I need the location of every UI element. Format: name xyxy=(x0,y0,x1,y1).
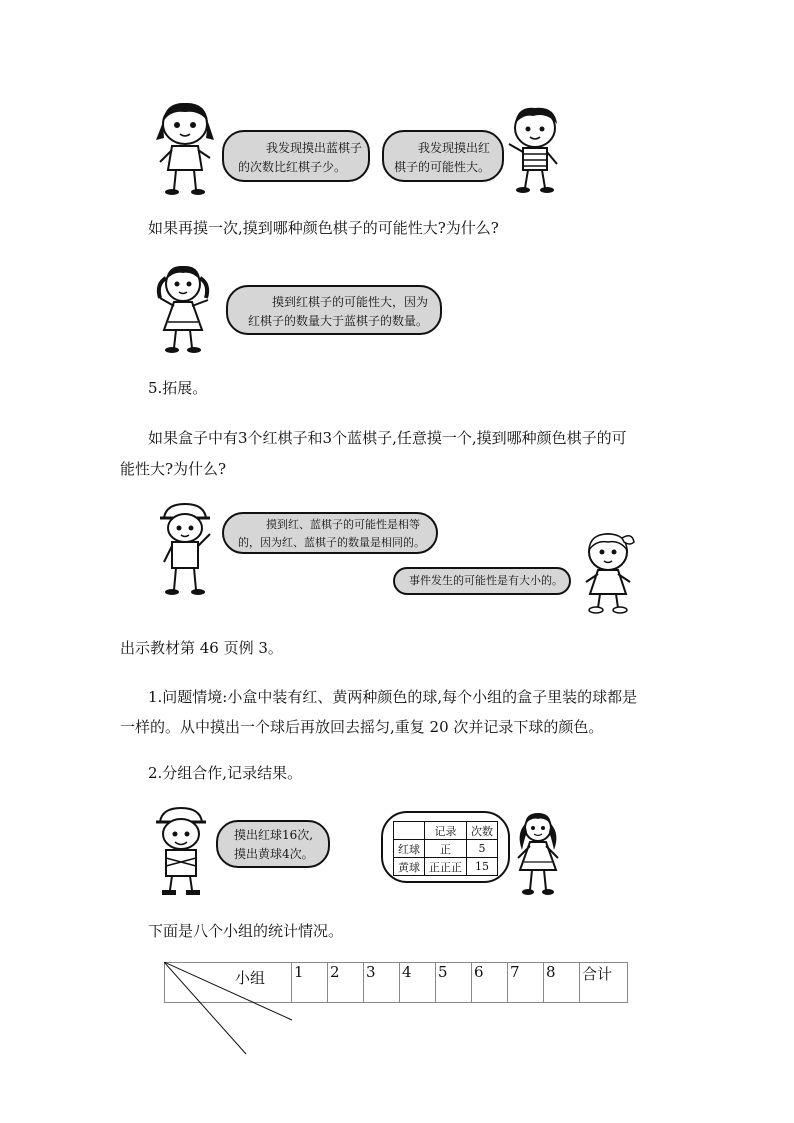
table-header-cell: 合计 xyxy=(580,963,628,1003)
table-header-cell: 1 xyxy=(292,963,328,1003)
table-cell: 5 xyxy=(467,840,498,858)
table-header-row xyxy=(394,822,498,840)
speech-bubble-top xyxy=(222,512,438,554)
bubble-line: 摸到红棋子的可能性大，因为 xyxy=(272,295,429,309)
table-cell: 红球 xyxy=(394,840,425,858)
girl-illustration-4 xyxy=(512,810,564,900)
bubble-line: 我发现摸出红 xyxy=(418,141,491,155)
table-cell: 正 xyxy=(425,840,467,858)
speech-bubble-left xyxy=(222,130,370,182)
bubble-line: 摸到红、蓝棋子的可能性是相等 xyxy=(266,518,420,531)
table-row xyxy=(394,840,498,858)
table-header-cell: 6 xyxy=(472,963,508,1003)
girl-illustration-1 xyxy=(150,100,220,198)
table-diagonal-lines xyxy=(164,962,304,1062)
step-1-line-1: 1.问题情境:小盒中装有红、黄两种颜色的球,每个小组的盒子里装的球都是 xyxy=(148,688,638,706)
table-header-cell: 2 xyxy=(328,963,364,1003)
girl-illustration-3 xyxy=(578,530,640,616)
example-intro: 出示教材第 46 页例 3。 xyxy=(120,639,283,657)
table-row xyxy=(394,858,498,876)
bubble-line: 的，因为红、蓝棋子的数量是相同的。 xyxy=(238,536,425,549)
question-1: 如果再摸一次,摸到哪种颜色棋子的可能性大?为什么? xyxy=(148,219,499,237)
bubble-line: 事件发生的可能性是有大小的。 xyxy=(409,574,563,587)
speech-bubble-bottom xyxy=(393,567,571,595)
table-cell: 15 xyxy=(467,858,498,876)
speech-bubble xyxy=(216,820,330,868)
table-cell: 记录 xyxy=(425,822,467,840)
speech-bubble xyxy=(226,285,442,335)
stats-intro: 下面是八个小组的统计情况。 xyxy=(148,922,344,940)
table-header-cell: 7 xyxy=(508,963,544,1003)
bubble-line: 我发现摸出蓝棋子 xyxy=(266,141,363,155)
table-cell: 次数 xyxy=(467,822,498,840)
step-1-line-2: 一样的。从中摸出一个球后再放回去摇匀,重复 20 次并记录下球的颜色。 xyxy=(120,718,604,736)
table-header-cell: 5 xyxy=(436,963,472,1003)
bubble-line: 摸出黄球4次。 xyxy=(234,847,314,861)
boy-illustration-1 xyxy=(503,104,565,196)
step-2: 2.分组合作,记录结果。 xyxy=(148,764,303,782)
boy-illustration-2 xyxy=(152,500,218,598)
table-cell xyxy=(394,822,425,840)
bubble-line: 的次数比红棋子少。 xyxy=(238,160,347,174)
corner-label: 小组 xyxy=(235,969,266,987)
question-2-line-1: 如果盒子中有3个红棋子和3个蓝棋子,任意摸一个,摸到哪种颜色棋子的可 xyxy=(148,429,627,447)
question-2-line-2: 能性大?为什么? xyxy=(120,460,227,478)
bubble-line: 红棋子的数量大于蓝棋子的数量。 xyxy=(248,314,429,328)
boy-illustration-3 xyxy=(150,806,212,898)
section-heading: 5.拓展。 xyxy=(148,379,208,397)
record-table xyxy=(393,821,498,876)
table-cell: 正正正 xyxy=(425,858,467,876)
table-header-cell: 3 xyxy=(364,963,400,1003)
speech-bubble-right xyxy=(382,130,504,182)
table-header-cell: 8 xyxy=(544,963,580,1003)
bubble-line: 棋子的可能性大。 xyxy=(394,160,491,174)
table-cell: 黄球 xyxy=(394,858,425,876)
bubble-line: 摸出红球16次, xyxy=(234,828,314,842)
table-header-cell: 4 xyxy=(400,963,436,1003)
girl-illustration-2 xyxy=(152,262,214,356)
